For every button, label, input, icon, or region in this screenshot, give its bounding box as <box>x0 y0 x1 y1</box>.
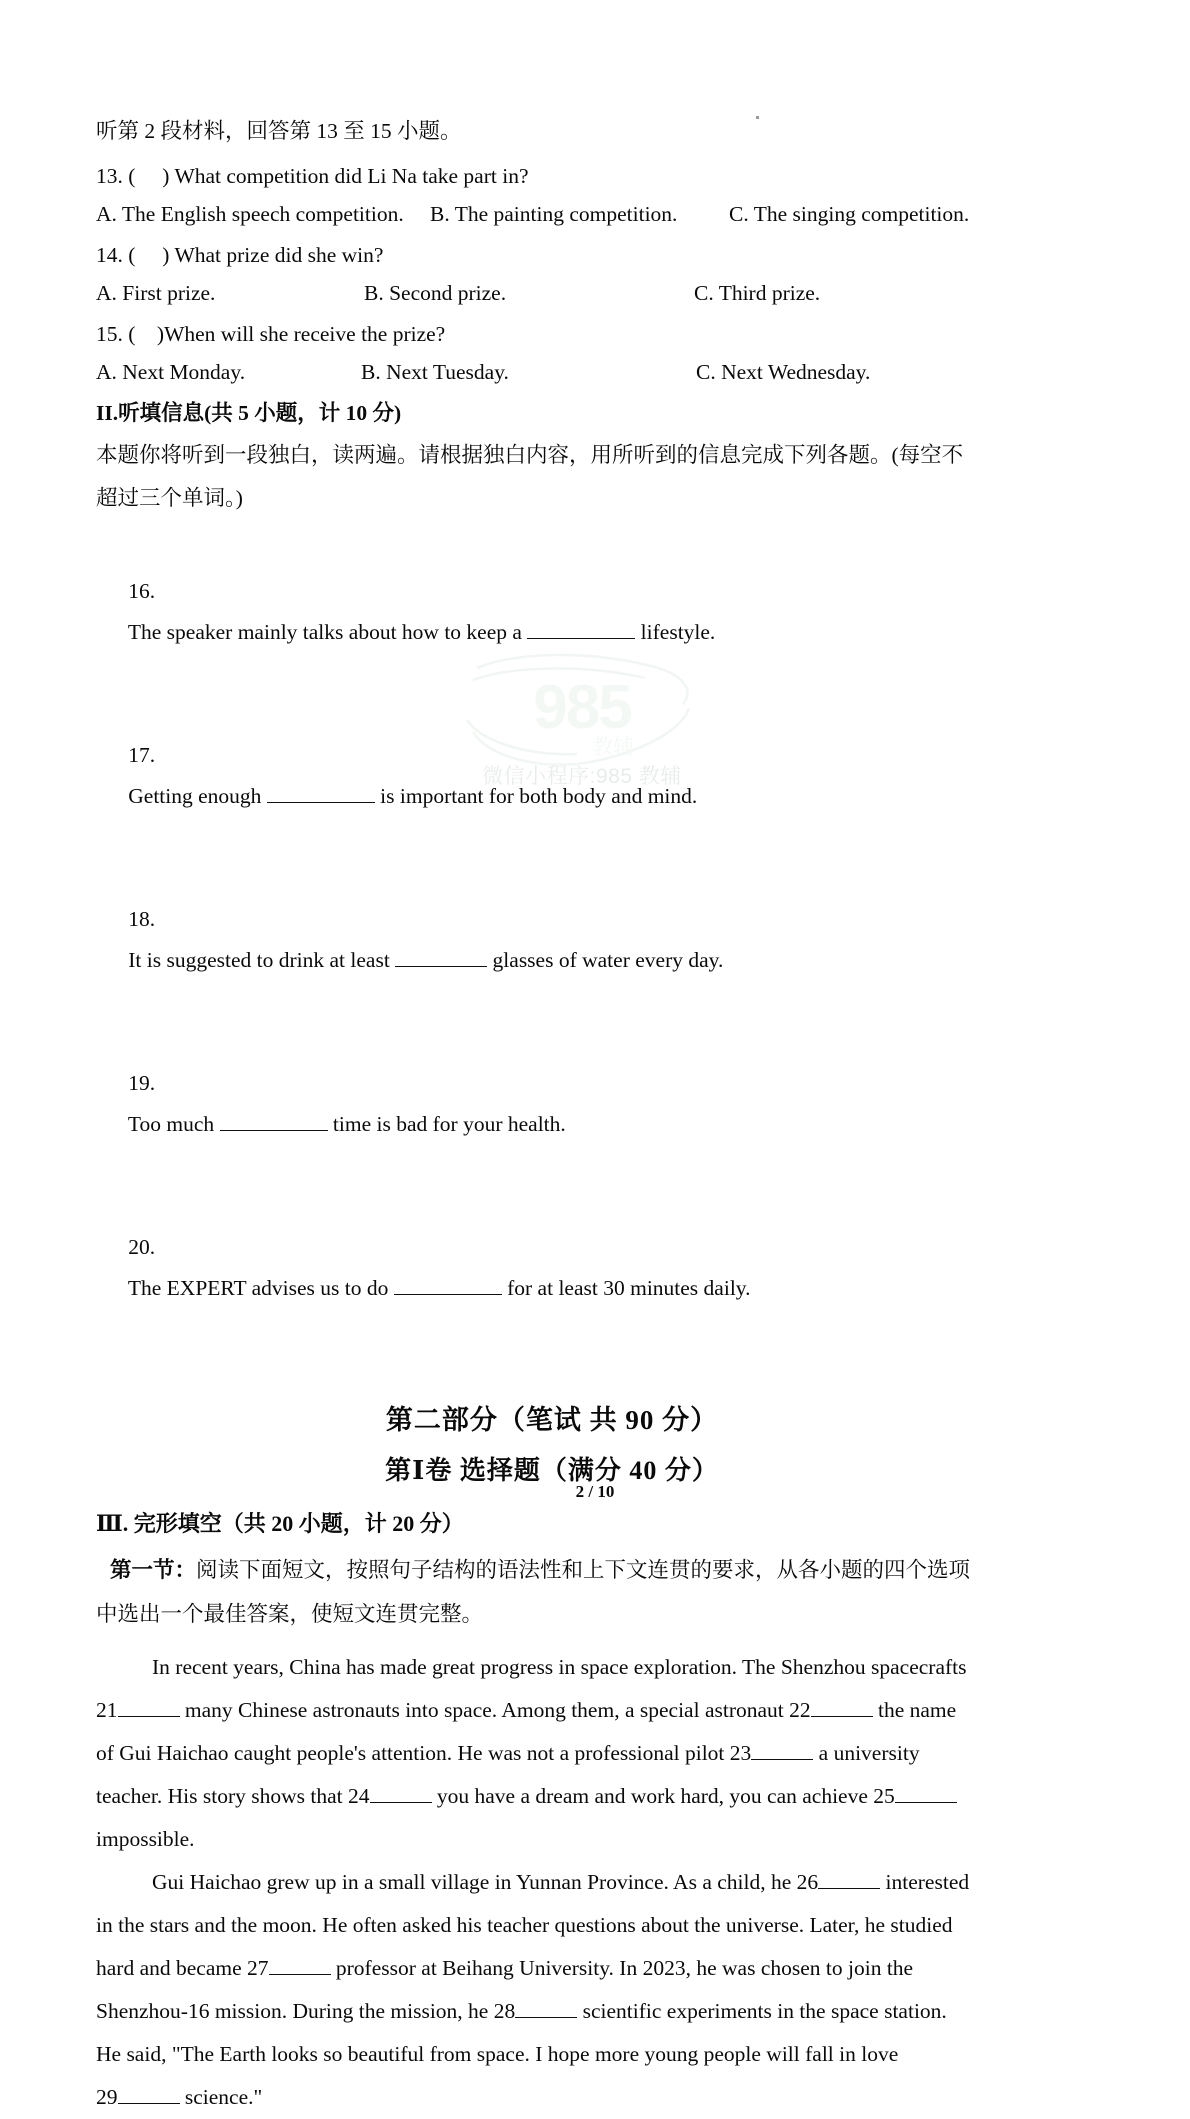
section-ii-instruction-line-2: 超过三个单词。) <box>96 485 243 510</box>
cloze-blank[interactable] <box>370 1802 432 1803</box>
section-iii-heading: Ⅲ. 完形填空（共 20 小题，计 20 分） <box>96 1510 464 1536</box>
passage-p2-line-2 <box>96 1904 1008 1947</box>
cloze-blank[interactable] <box>118 2103 180 2104</box>
question-15-stem <box>96 315 1008 354</box>
svg-text:985: 985 <box>533 673 631 742</box>
fill-item-17 <box>96 694 1008 858</box>
question-13-option-c[interactable]: C. The singing competition. <box>729 202 970 226</box>
fill-item-20 <box>96 1186 1008 1350</box>
passage-p1-line-4 <box>96 1775 1008 1818</box>
subsection-label: 第一节： <box>110 1557 197 1582</box>
passage-p1-text-4: teacher. His story shows that 24 you have a dream and work hard, you can achieve 25 <box>96 1784 957 1808</box>
fill-item-17-blank[interactable] <box>267 802 375 803</box>
passage-paragraph-1 <box>96 1646 1008 1861</box>
fill-item-20-before: The EXPERT advises us to do <box>127 1275 394 1300</box>
fill-item-19 <box>96 1022 1008 1186</box>
question-15-answer-paren[interactable]: ( ) <box>128 321 165 346</box>
fill-item-18-blank[interactable] <box>395 966 487 967</box>
question-14-answer-paren[interactable]: ( ) <box>128 242 170 267</box>
question-13-answer-paren[interactable]: ( ) <box>128 163 170 188</box>
fill-item-16-after: lifestyle. <box>635 619 716 644</box>
part-two-title: 第二部分（笔试 共 90 分） <box>385 1404 719 1435</box>
passage-paragraph-2 <box>96 1861 1008 2119</box>
fill-item-16-before: The speaker mainly talks about how to keep a <box>127 619 528 644</box>
cloze-blank[interactable] <box>269 1974 331 1975</box>
question-15-text: When will she receive the prize? <box>164 321 446 346</box>
question-15-options <box>96 353 1008 392</box>
cloze-blank[interactable] <box>811 1716 873 1717</box>
question-15-option-b[interactable]: B. Next Tuesday. <box>361 360 509 384</box>
fill-item-16 <box>96 530 1008 694</box>
passage-p2-text-3: hard and became 27 professor at Beihang University. In 2023, he was chosen to join the <box>96 1955 914 1980</box>
passage-p1-text-5: impossible. <box>96 1826 195 1851</box>
cloze-blank[interactable] <box>118 1716 180 1717</box>
watermark-caption: 微信小程序:985 教辅 <box>482 765 682 788</box>
fill-item-20-blank[interactable] <box>394 1294 502 1295</box>
question-15-option-a[interactable]: A. Next Monday. <box>96 360 246 384</box>
section-ii-heading: II.听填信息(共 5 小题，计 10 分) <box>96 400 402 425</box>
fill-item-20-number: 20. <box>128 1234 156 1259</box>
question-13-options <box>96 195 1008 234</box>
passage-p2-line-3 <box>96 1947 1008 1990</box>
passage-p2-text-4: Shenzhou-16 mission. During the mission, he 28 scientific experiments in the space station. <box>96 1998 947 2023</box>
passage-p2-line-6 <box>96 2076 1008 2119</box>
page-footer: 2 / 10 <box>575 1482 615 1501</box>
question-13-stem <box>96 157 1008 196</box>
subsection-instruction-line-1: 阅读下面短文，按照句子结构的语法性和上下文连贯的要求，从各小题的四个选项 <box>196 1557 971 1582</box>
fill-item-17-after: is important for both body and mind. <box>374 783 698 808</box>
fill-item-18-after: glasses of water every day. <box>487 947 724 972</box>
question-14-text: What prize did she win? <box>174 242 384 267</box>
question-13-option-a[interactable]: A. The English speech competition. <box>96 202 404 226</box>
subsection-instruction-line-2-wrap <box>96 1592 1008 1636</box>
question-15-number: 15. <box>96 321 123 346</box>
passage-p2-text-2: in the stars and the moon. He often asked his teacher questions about the universe. Later, he studied <box>96 1912 953 1937</box>
passage-p2-text-1: Gui Haichao grew up in a small village in Yunnan Province. As a child, he 26 interested <box>152 1869 970 1894</box>
passage-p1-line-2 <box>96 1689 1008 1732</box>
fill-item-16-number: 16. <box>128 578 156 603</box>
fill-item-17-number: 17. <box>128 742 156 767</box>
part-two-subtitle: 第Ⅰ卷 选择题（满分 40 分） <box>385 1455 719 1485</box>
fill-item-16-blank[interactable] <box>527 638 635 639</box>
passage-p1-line-1 <box>96 1646 1008 1689</box>
cloze-blank[interactable] <box>751 1759 813 1760</box>
fill-item-18 <box>96 858 1008 1022</box>
question-13-number: 13. <box>96 163 123 188</box>
svg-text:教辅: 教辅 <box>592 736 634 759</box>
question-14-options <box>96 274 1008 313</box>
passage-p1-text-1: In recent years, China has made great progress in space exploration. The Shenzhou spacecrafts <box>152 1654 967 1679</box>
question-13-option-b[interactable]: B. The painting competition. <box>430 202 678 226</box>
passage-p1-line-3 <box>96 1732 1008 1775</box>
passage-p2-text-6: 29 science." <box>96 2084 263 2109</box>
section-iii-subsection-instruction <box>96 1548 1008 1592</box>
fill-item-17-before: Getting enough <box>128 783 267 808</box>
listening-material-heading: 听第 2 段材料，回答第 13 至 15 小题。 <box>96 119 462 143</box>
subsection-instruction-line-2: 中选出一个最佳答案，使短文连贯完整。 <box>96 1601 484 1626</box>
fill-item-19-blank[interactable] <box>220 1130 328 1131</box>
passage-p1-text-3: of Gui Haichao caught people's attention. He was not a professional pilot 23 a university <box>96 1740 920 1765</box>
passage-p2-text-5: He said, "The Earth looks so beautiful from space. I hope more young people will fall in love <box>96 2041 899 2066</box>
section-ii-instruction-line-1: 本题你将听到一段独白，读两遍。请根据独白内容，用所听到的信息完成下列各题。(每空不 <box>96 442 964 467</box>
passage-p2-line-4 <box>96 1990 1008 2033</box>
question-15-option-c[interactable]: C. Next Wednesday. <box>696 360 871 384</box>
passage-p1-line-5 <box>96 1818 1008 1861</box>
page-content <box>96 112 1008 2119</box>
passage-p2-line-5 <box>96 2033 1008 2076</box>
question-14-stem <box>96 236 1008 275</box>
fill-item-18-before: It is suggested to drink at least <box>128 947 396 972</box>
fill-item-20-after: for at least 30 minutes daily. <box>501 1275 751 1300</box>
cloze-blank[interactable] <box>818 1888 880 1889</box>
fill-item-19-after: time is bad for your health. <box>327 1111 566 1136</box>
question-14-number: 14. <box>96 242 123 267</box>
passage-p1-text-2: 21 many Chinese astronauts into space. Among them, a special astronaut 22 the name <box>96 1697 957 1722</box>
question-14-option-a[interactable]: A. First prize. <box>96 281 216 305</box>
fill-item-19-before: Too much <box>127 1111 220 1136</box>
question-14-option-c[interactable]: C. Third prize. <box>694 281 821 305</box>
cloze-blank[interactable] <box>895 1802 957 1803</box>
passage-p2-line-1 <box>96 1861 1008 1904</box>
question-14-option-b[interactable]: B. Second prize. <box>364 281 507 305</box>
question-13-text: What competition did Li Na take part in? <box>174 163 529 188</box>
fill-item-19-number: 19. <box>128 1070 156 1095</box>
fill-item-18-number: 18. <box>128 906 156 931</box>
cloze-blank[interactable] <box>515 2017 577 2018</box>
